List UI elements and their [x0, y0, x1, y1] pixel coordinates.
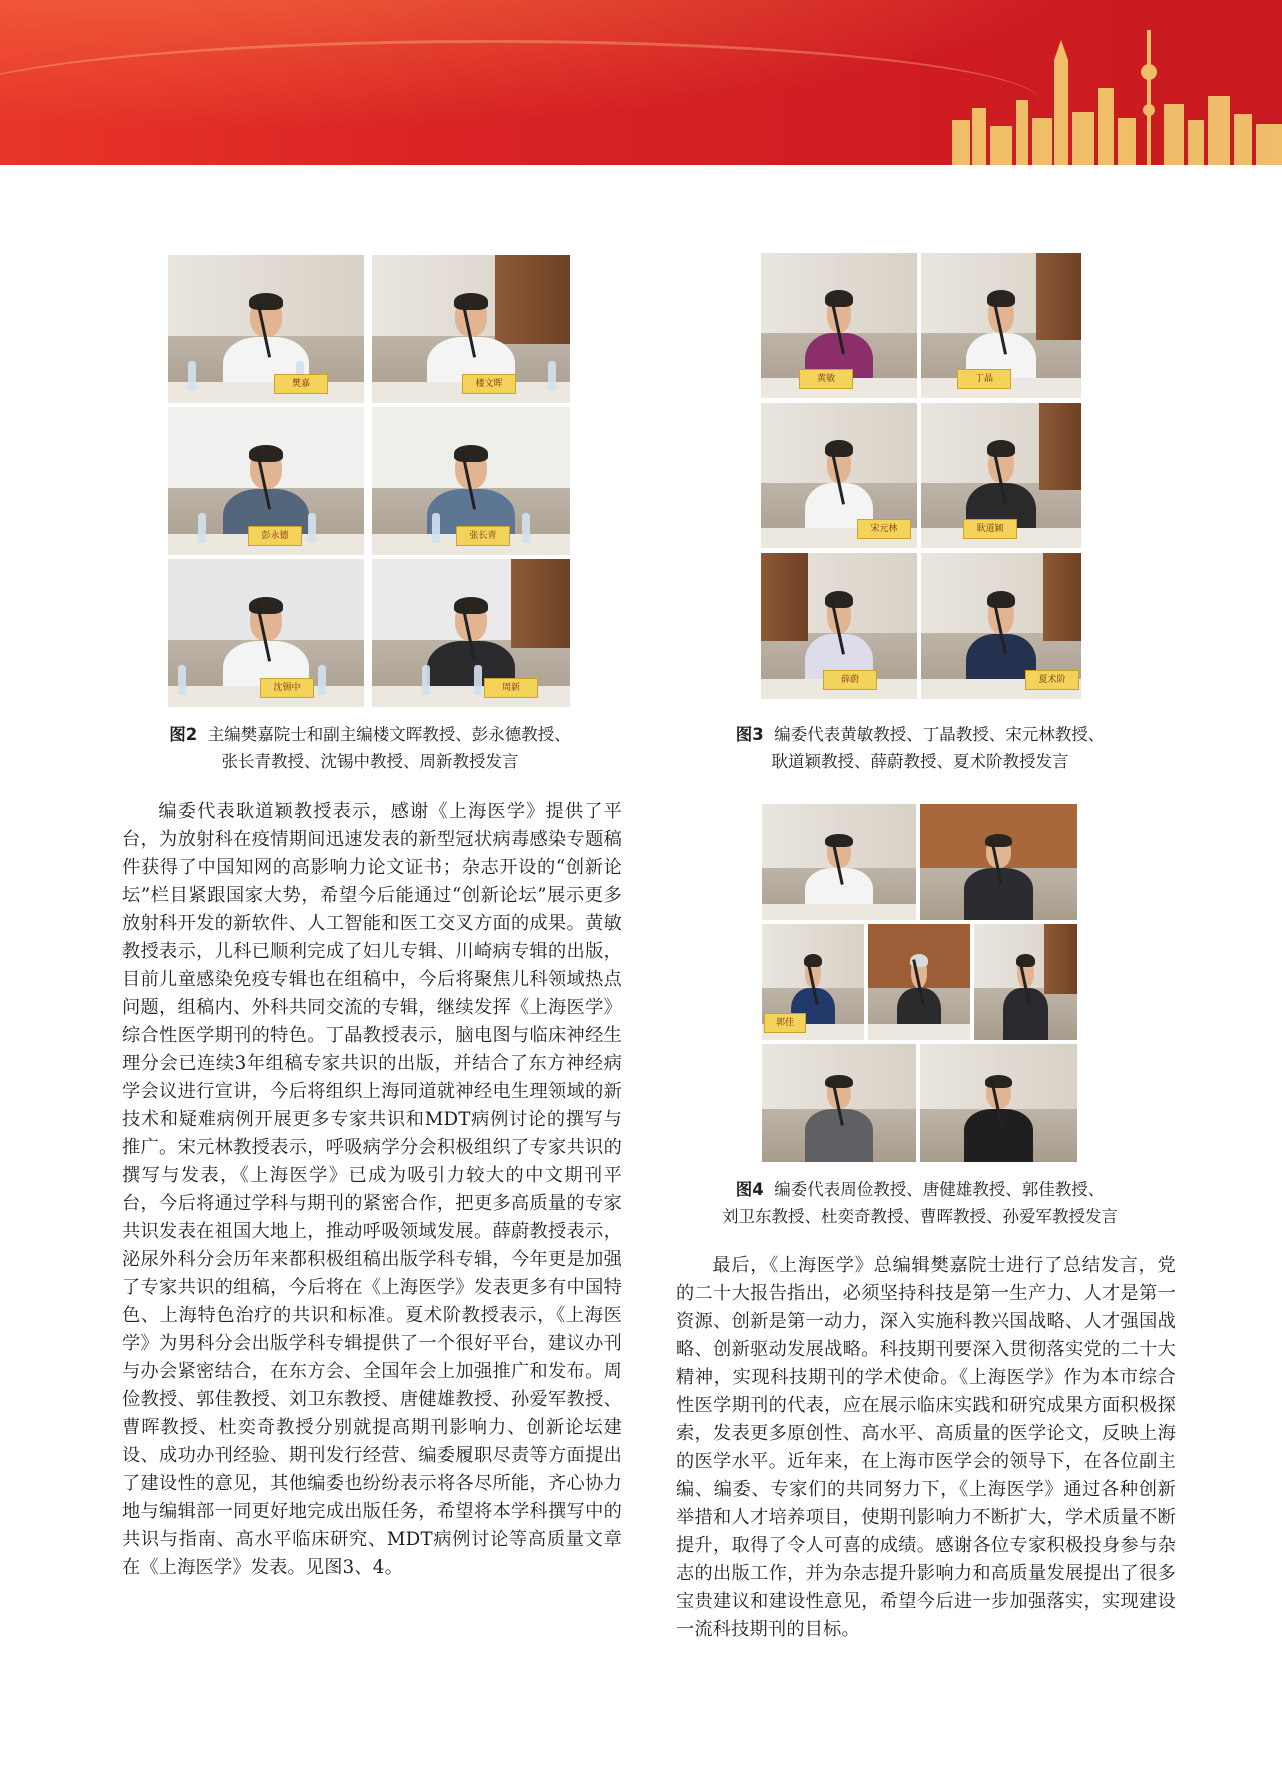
speaker-photo [921, 253, 1081, 398]
nameplate: 彭永德 [248, 526, 302, 546]
caption-line: 耿道颖教授、薛蔚教授、夏术阶教授发言 [771, 752, 1069, 771]
figure-label: 图3 [735, 725, 764, 744]
nameplate: 宋元林 [857, 519, 911, 539]
caption-line: 张长青教授、沈锡中教授、周新教授发言 [221, 752, 519, 771]
banner-sweep [0, 40, 1040, 163]
speaker-photo [920, 1044, 1077, 1162]
speaker-photo [168, 407, 364, 555]
figure-label: 图2 [169, 725, 198, 744]
speaker-photo [168, 559, 364, 707]
article-left-column [122, 798, 622, 1582]
speaker-photo [920, 804, 1077, 920]
figure-3-photo-collage [761, 253, 1081, 699]
nameplate: 黄敏 [799, 369, 853, 389]
nameplate: 张长青 [456, 526, 510, 546]
speaker-photo [761, 253, 917, 398]
speaker-photo [372, 255, 570, 403]
nameplate: 樊嘉 [274, 374, 328, 394]
speaker-photo [761, 553, 917, 699]
figure-3-caption [690, 721, 1150, 775]
speaker-photo [372, 559, 570, 707]
nameplate: 丁晶 [957, 369, 1011, 389]
caption-line [680, 1176, 1160, 1203]
nameplate: 楼文晖 [462, 374, 516, 394]
caption-line: 刘卫东教授、杜奕奇教授、曹晖教授、孙爱军教授发言 [722, 1207, 1118, 1226]
header-banner [0, 0, 1282, 165]
speaker-photo [761, 403, 917, 548]
caption-text: 主编樊嘉院士和副主编楼文晖教授、彭永德教授、 [207, 725, 571, 744]
caption-text: 编委代表周俭教授、唐健雄教授、郭佳教授、 [774, 1180, 1105, 1199]
nameplate: 沈锡中 [260, 678, 314, 698]
figure-4-caption [680, 1176, 1160, 1230]
speaker-photo [372, 407, 570, 555]
caption-line [690, 721, 1150, 748]
caption-text: 编委代表黄敏教授、丁晶教授、宋元林教授、 [774, 725, 1105, 744]
nameplate: 耿道颖 [963, 519, 1017, 539]
figure-label: 图4 [735, 1180, 764, 1199]
speaker-photo [921, 403, 1081, 548]
caption-line [110, 721, 630, 748]
figure-2-photo-collage [168, 255, 570, 707]
figure-4-photo-collage [762, 804, 1077, 1162]
speaker-photo [168, 255, 364, 403]
speaker-photo [974, 924, 1077, 1040]
speaker-photo [762, 1044, 916, 1162]
speaker-photo [921, 553, 1081, 699]
figure-2-caption [110, 721, 630, 775]
speaker-photo [762, 804, 916, 920]
nameplate: 郭佳 [764, 1013, 806, 1033]
article-paragraph: 编委代表耿道颖教授表示，感谢《上海医学》提供了平台，为放射科在疫情期间迅速发表的新型冠状病毒感染专题稿件获得了中国知网的高影响力论文证书；杂志开设的“创新论坛”栏目紧跟国家大势，希望今后能通过“创新论坛”展示更多放射科开发的新软件、人工智能和医工交叉方面的成果。黄敏教授表示，儿科已顺利完成了妇儿专辑、川崎病专辑的出版，目前儿童感染免疫专辑也在组稿中，今后将聚焦儿科领域热点问题，组稿内、外科共同交流的专辑，继续发挥《上海医学》综合性医学期刊的特色。丁晶教授表示，脑电图与临床神经生理分会已连续3年组稿专家共识的出版，并结合了东方神经病学会议进行宣讲，今后将组织上海同道就神经电生理领域的新技术和疑难病例开展更多专家共识和MDT病例讨论的撰写与推广。宋元林教授表示，呼吸病学分会积极组织了专家共识的撰写与发表，《上海医学》已成为吸引力较大的中文期刊平台，今后将通过学科与期刊的紧密合作，把更多高质量的专家共识发表在祖国大地上，推动呼吸领域发展。薛蔚教授表示，泌尿外科分会历年来都积极组稿出版学科专辑，今年更是加强了专家共识的组稿，今后将在《上海医学》发表更多有中国特色、上海特色治疗的共识和标准。夏术阶教授表示，《上海医学》为男科分会出版学科专辑提供了一个很好平台，建议办刊与办会紧密结合，在东方会、全国年会上加强推广和发布。周俭教授、郭佳教授、刘卫东教授、唐健雄教授、孙爱军教授、曹晖教授、杜奕奇教授分别就提高期刊影响力、创新论坛建设、成功办刊经验、期刊发行经营、编委履职尽责等方面提出了建设性的意见，其他编委也纷纷表示将各尽所能，齐心协力地与编辑部一同更好地完成出版任务，希望将本学科撰写中的共识与指南、高水平临床研究、MDT病例讨论等高质量文章在《上海医学》发表。见图3、4。 [122, 801, 622, 1578]
nameplate: 周新 [484, 678, 538, 698]
city-skyline-illustration [942, 0, 1282, 165]
speaker-photo [868, 924, 970, 1040]
article-right-column [676, 1252, 1176, 1644]
article-paragraph: 最后，《上海医学》总编辑樊嘉院士进行了总结发言，党的二十大报告指出，必须坚持科技是第一生产力、人才是第一资源、创新是第一动力，深入实施科教兴国战略、人才强国战略、创新驱动发展战略。科技期刊要深入贯彻落实党的二十大精神，实现科技期刊的学术使命。《上海医学》作为本市综合性医学期刊的代表，应在展示临床实践和研究成果方面积极探索，发表更多原创性、高水平、高质量的医学论文，反映上海的医学水平。近年来，在上海市医学会的领导下，在各位副主编、编委、专家们的共同努力下，《上海医学》通过各种创新举措和人才培养项目，使期刊影响力不断扩大，学术质量不断提升，取得了令人可喜的成绩。感谢各位专家积极投身参与杂志的出版工作，并为杂志提升影响力和高质量发展提出了很多宝贵建议和建设性意见，希望今后进一步加强落实，实现建设一流科技期刊的目标。 [676, 1255, 1176, 1640]
nameplate: 薛蔚 [823, 670, 877, 690]
speaker-photo [762, 924, 864, 1040]
nameplate: 夏术阶 [1025, 670, 1079, 690]
